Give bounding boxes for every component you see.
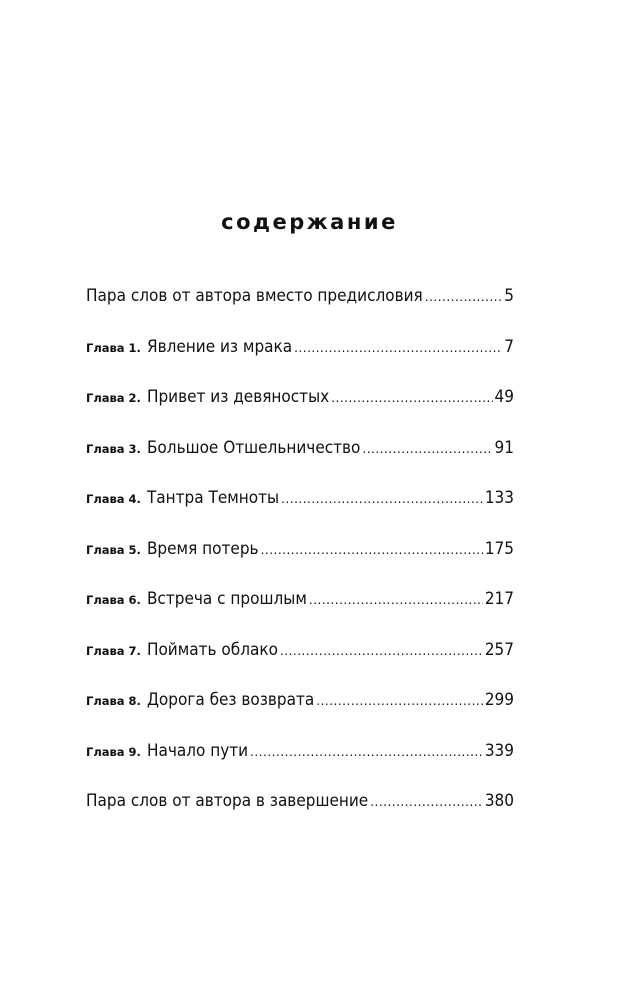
- toc-heading: содержание: [221, 210, 398, 234]
- page-number: 175: [484, 538, 514, 559]
- toc-entry-chapter-9: [86, 741, 514, 792]
- dot-leader: [261, 543, 483, 557]
- page-number: 339: [484, 740, 514, 761]
- dot-leader: [316, 694, 483, 708]
- dot-leader: [294, 341, 502, 355]
- chapter-label: Глава 2.: [86, 391, 141, 405]
- entry-title: Встреча с прошлым: [146, 589, 307, 609]
- entry-title: Явление из мрака: [146, 336, 293, 357]
- toc-entry-chapter-8: [86, 690, 514, 741]
- toc-entry-chapter-5: [86, 539, 514, 590]
- toc-entry-chapter-3: [86, 438, 514, 489]
- entry-title: Поймать облако: [146, 639, 278, 660]
- entry-title: Начало пути: [146, 740, 249, 761]
- page-number: 7: [504, 336, 514, 357]
- chapter-label: Глава 1.: [86, 340, 141, 355]
- entry-title: Большое Отшельничество: [146, 437, 361, 458]
- toc-entry-afterword: [86, 791, 514, 842]
- page-number: 91: [494, 437, 514, 458]
- toc-entry-chapter-6: [86, 589, 514, 640]
- page-number: 5: [504, 286, 514, 306]
- chapter-label: Глава 6.: [86, 593, 141, 607]
- dot-leader: [370, 795, 483, 809]
- dot-leader: [281, 492, 483, 506]
- chapter-label: Глава 8.: [86, 694, 141, 708]
- toc-entry-chapter-7: [86, 640, 514, 691]
- dot-leader: [280, 644, 483, 658]
- entry-title: Время потерь: [146, 538, 259, 559]
- chapter-label: Глава 3.: [86, 441, 141, 456]
- chapter-label: Глава 4.: [86, 492, 141, 506]
- toc-entry-chapter-2: [86, 387, 514, 438]
- table-of-contents: [86, 286, 514, 842]
- entry-title: Привет из девяностых: [146, 387, 330, 407]
- entry-title: Пара слов от автора вместо предисловия: [86, 286, 423, 306]
- page-number: 133: [484, 488, 514, 508]
- page-number: 299: [484, 690, 514, 710]
- toc-entry-chapter-4: [86, 488, 514, 539]
- toc-entry-preface: [86, 286, 514, 337]
- chapter-label: Глава 5.: [86, 542, 141, 557]
- entry-title: Пара слов от автора в завершение: [86, 791, 369, 811]
- entry-title: Тантра Темноты: [146, 488, 280, 508]
- entry-title: Дорога без возврата: [146, 690, 315, 710]
- page-number: 380: [484, 791, 514, 811]
- dot-leader: [362, 442, 492, 456]
- page-number: 217: [484, 589, 514, 609]
- chapter-label: Глава 9.: [86, 744, 141, 759]
- page-number: 49: [494, 387, 514, 407]
- dot-leader: [425, 290, 503, 304]
- chapter-label: Глава 7.: [86, 643, 141, 658]
- dot-leader: [250, 745, 483, 759]
- dot-leader: [331, 391, 492, 405]
- page-number: 257: [484, 639, 514, 660]
- toc-entry-chapter-1: [86, 337, 514, 388]
- dot-leader: [309, 593, 483, 607]
